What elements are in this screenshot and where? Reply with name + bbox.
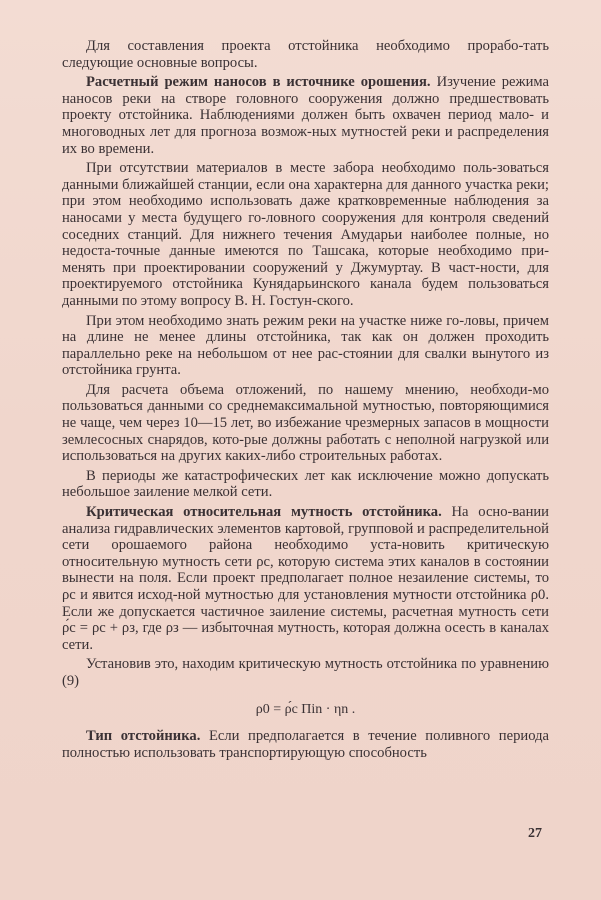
paragraph-critical-turbidity: Критическая относительная мутность отстойника. На осно-вании анализа гидравлических элементов картовой, групповой и распределительной сети орошаемого района необходимо уста-новить критическую относительную мутность сети ρc, которую система этих каналов в состоянии вынести на поля. Если проект предполагает полное незаиление системы, то ρc и явится исход-ной мутностью для установления мутности отстойника ρ0. Если же допускается частичное заиление системы, расчетная мутность сети ρ́c = ρc + ρз, где ρз — избыточная мутность, которая должна осесть в каналах сети. [62,504,549,653]
section-heading: Критическая относительная мутность отстойника. [86,504,442,521]
section-heading: Расчетный режим наносов в источнике орошения. [86,74,431,91]
paragraph-equation-intro: Установив это, находим критическую мутность отстойника по уравнению (9) [62,656,549,689]
paragraph-river-regime: При этом необходимо знать режим реки на участке ниже го-ловы, причем на длине не менее длины отстойника, так как он должен проходить параллельно реке на небольшом от нее рас-стоянии для свалки вынутого из отстойника грунта. [62,312,549,379]
page-number: 27 [528,826,542,841]
paragraph-intro: Для составления проекта отстойника необходимо прорабо-тать следующие основные вопросы. [62,38,549,71]
formula: ρ0 = ρ́c Пin · ηn . [255,701,356,717]
paragraph-deposit-volume: Для расчета объема отложений, по нашему мнению, необходи-мо пользоваться данными со среднемаксимальной мутностью, повторяющимися не чаще, чем через 10—15 лет, во избежание чрезмерных запасов в мощности землесосных снарядов, кото-рые должны работать с неполной нагрузкой или использоваться на других каких-либо строительных работах. [62,381,549,465]
paragraph-catastrophic-years: В периоды же катастрофических лет как исключение можно допускать небольшое заиление мелкой сети. [62,467,549,501]
section-heading: Тип отстойника. [86,728,201,745]
paragraph-settler-type: Тип отстойника. Если предполагается в течение поливного периода полностью использовать транспортирующую способность [62,728,549,761]
paragraph-sediment-regime: Расчетный режим наносов в источнике орошения. Изучение режима наносов реки на створе головного сооружения должно предшествовать проекту отстойника. Наблюдениями должен быть охвачен период мало- и многоводных лет для прогноза возмож-ных мутностей реки и распределения их во времени. [62,74,550,157]
page-body [62,38,549,761]
paragraph-station-data: При отсутствии материалов в месте забора необходимо поль-зоваться данными ближайшей станции, если она характерна для данного участка реки; при этом необходимо использовать даже кратковременные наблюдения за наносами у места будущего го-ловного сооружения для контроля сведений соседних станций. Для нижнего течения Амударьи наиболее полные, но недоста-точные данные имеются по Ташсака, которые необходимо при-менять при проектировании сооружений у Джумуртау. В част-ности, для проектируемого отстойника Кунядарьинского канала будем пользоваться данными по этому вопросу В. Н. Гостун-ского. [62,160,549,309]
